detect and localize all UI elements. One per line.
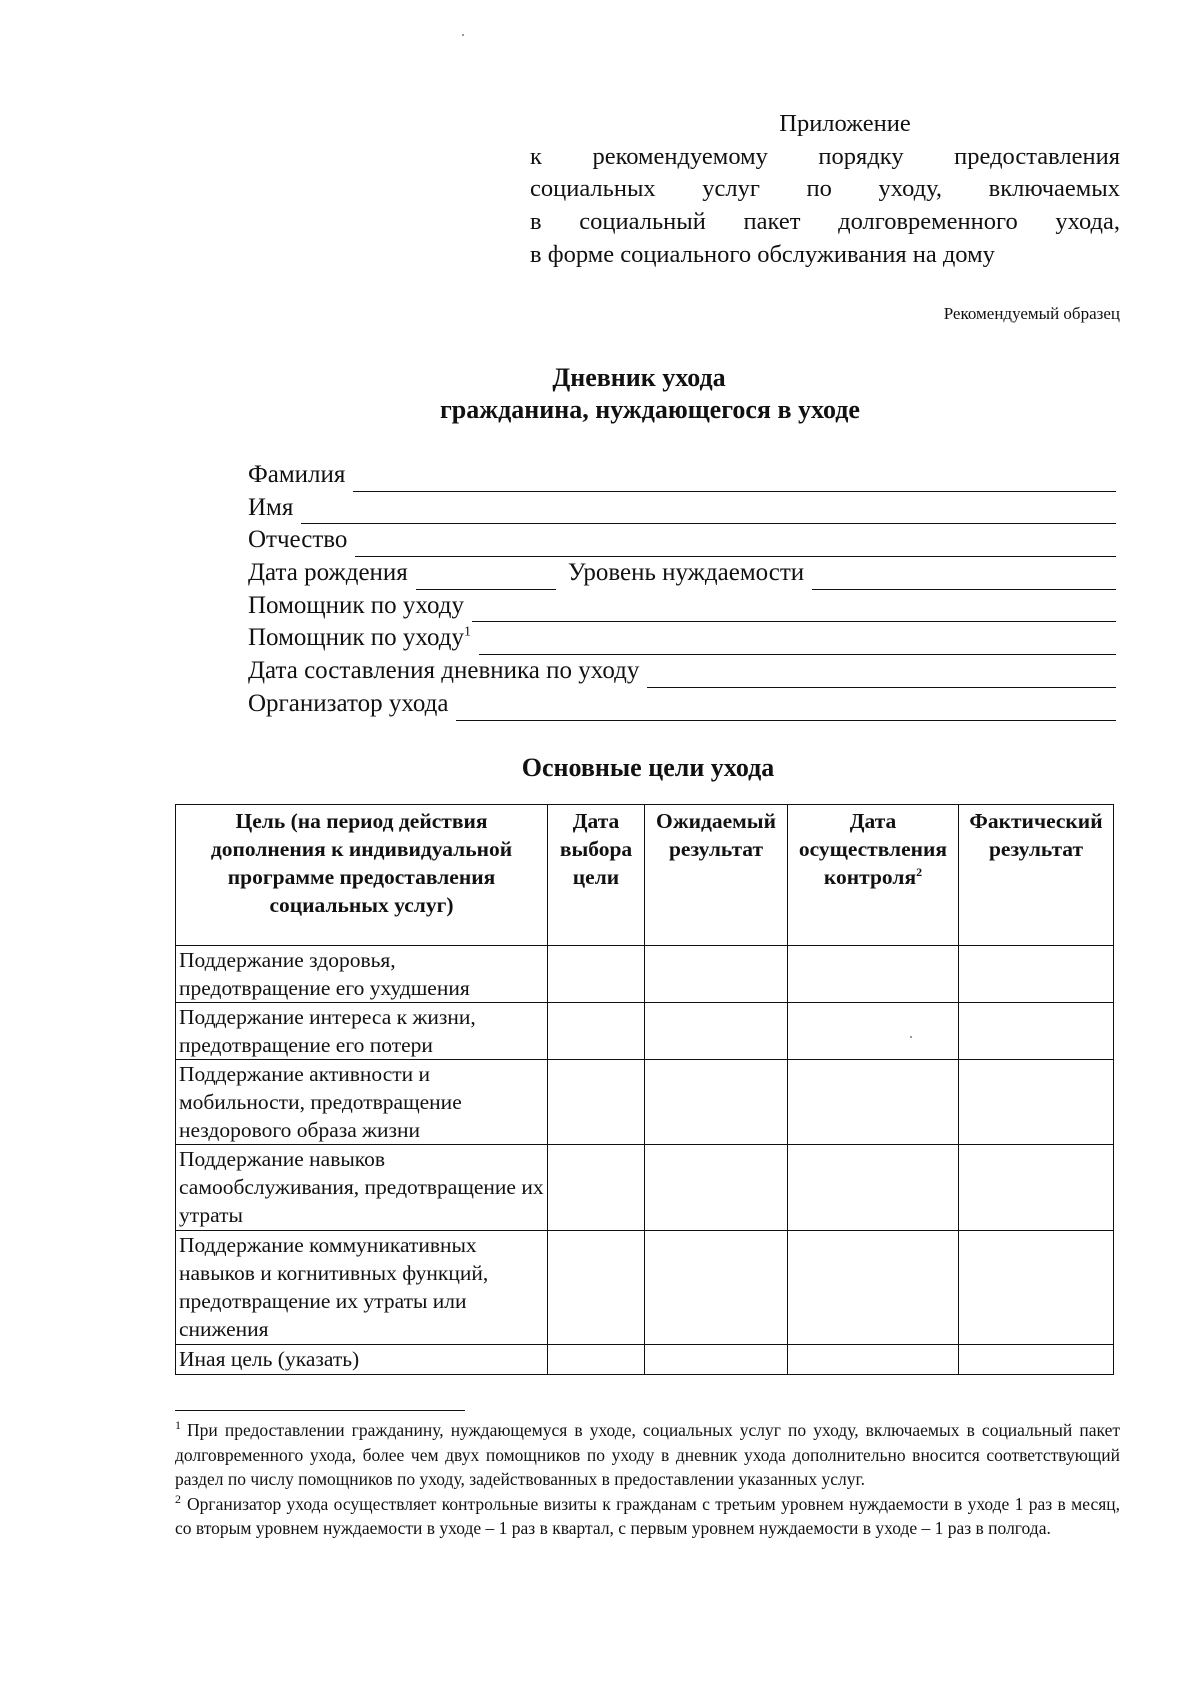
care-assistant-row	[248, 590, 1116, 623]
surname-row	[248, 459, 1116, 492]
scan-speck	[462, 34, 464, 36]
birth-date-row	[248, 557, 1116, 590]
selection-date-cell[interactable]	[548, 1231, 645, 1345]
care-organizer-label: Организатор ухода	[248, 689, 449, 717]
control-date-cell[interactable]	[788, 1345, 959, 1375]
control-date-header	[788, 805, 959, 946]
goal-cell: Иная цель (указать)	[176, 1345, 548, 1375]
expected-result-cell[interactable]	[645, 1231, 788, 1345]
personal-info-form	[248, 459, 1116, 721]
document-title-line2: гражданина, нуждающегося в уходе	[440, 395, 860, 424]
expected-result-cell[interactable]	[645, 1003, 788, 1060]
expected-result-cell[interactable]	[645, 1345, 788, 1375]
document-title	[0, 362, 1200, 426]
actual-result-header: Фактический результат	[959, 805, 1114, 946]
care-assistant-2-row	[248, 622, 1116, 655]
table-row	[176, 1145, 1114, 1231]
care-assistant-2-label	[248, 622, 471, 655]
table-row	[176, 1231, 1114, 1345]
actual-result-cell[interactable]	[959, 1003, 1114, 1060]
actual-result-cell[interactable]	[959, 1345, 1114, 1375]
goal-cell: Поддержание активности и мобильности, предотвращение нездорового образа жизни	[176, 1060, 548, 1145]
goal-cell: Поддержание навыков самообслуживания, предотвращение их утраты	[176, 1145, 548, 1231]
diary-date-label: Дата составления дневника по уходу	[248, 657, 640, 685]
goal-cell: Поддержание интереса к жизни, предотвращение его потери	[176, 1003, 548, 1060]
care-organizer-row	[248, 688, 1116, 721]
table-row	[176, 1060, 1114, 1145]
goal-cell: Поддержание коммуникативных навыков и когнитивных функций, предотвращение их утраты или снижения	[176, 1231, 548, 1345]
care-assistant-field[interactable]	[472, 599, 1116, 622]
care-organizer-field[interactable]	[456, 698, 1116, 721]
sample-label: Рекомендуемый образец	[943, 304, 1120, 323]
footnote-mark: 2	[175, 1491, 181, 1506]
goals-section-title-text: Основные цели ухода	[521, 753, 775, 782]
control-date-cell[interactable]	[788, 1145, 959, 1231]
table-row	[176, 946, 1114, 1003]
document-title-line1: Дневник ухода	[552, 363, 726, 392]
footnote-mark: 1	[175, 1418, 181, 1433]
goals-header-row	[176, 805, 1114, 946]
footnote-text: При предоставлении гражданину, нуждающемуся в уходе, социальных услуг по уходу, включаемых в социальный пакет долговременного ухода, более чем двух помощников по уходу в дневник ухода дополнительно вносится соответствующий раздел по числу помощников по уходу, задействованных в предоставлении указанных услуг.	[175, 1420, 1120, 1489]
footnote-text: Организатор ухода осуществляет контрольные визиты к гражданам с третьим уровнем нуждаемости в уходе 1 раз в месяц, со вторым уровнем нуждаемости в уходе – 1 раз в квартал, с первым уровнем нуждаемости в уходе – 1 раз в полгода.	[175, 1493, 1120, 1538]
surname-field[interactable]	[353, 469, 1116, 492]
control-date-cell[interactable]	[788, 1060, 959, 1145]
footnote-2	[175, 1492, 1120, 1541]
appendix-line: в форме социального обслуживания на дому	[530, 240, 995, 268]
control-date-cell[interactable]	[788, 1003, 959, 1060]
appendix-header	[530, 108, 1120, 272]
name-field[interactable]	[301, 501, 1116, 524]
patronymic-label: Отчество	[248, 526, 348, 554]
actual-result-cell[interactable]	[959, 946, 1114, 1003]
name-row	[248, 492, 1116, 525]
name-label: Имя	[248, 493, 294, 521]
appendix-line: к рекомендуемому порядку предоставления	[530, 142, 1120, 170]
footnote-mark: 2	[916, 864, 923, 879]
need-level-field[interactable]	[812, 567, 1116, 590]
goals-section-title	[0, 753, 1200, 783]
footnote-mark: 1	[463, 625, 471, 641]
patronymic-field[interactable]	[355, 534, 1116, 557]
control-date-header-text: Дата осуществления контроля	[798, 809, 948, 889]
actual-result-cell[interactable]	[959, 1231, 1114, 1345]
appendix-line: социальных услуг по уходу, включаемых	[530, 175, 1120, 203]
expected-result-header: Ожидаемый результат	[645, 805, 788, 946]
actual-result-cell[interactable]	[959, 1060, 1114, 1145]
need-level-label: Уровень нуждаемости	[567, 559, 805, 587]
goals-table	[175, 804, 1114, 1375]
expected-result-cell[interactable]	[645, 1145, 788, 1231]
footnote-divider	[175, 1410, 465, 1411]
selection-date-cell[interactable]	[548, 1145, 645, 1231]
goal-cell: Поддержание здоровья, предотвращение его ухудшения	[176, 946, 548, 1003]
selection-date-cell[interactable]	[548, 946, 645, 1003]
care-assistant-2-field[interactable]	[479, 632, 1116, 655]
expected-result-cell[interactable]	[645, 946, 788, 1003]
appendix-line: в социальный пакет долговременного ухода,	[530, 208, 1120, 236]
patronymic-row	[248, 524, 1116, 557]
birth-date-label: Дата рождения	[248, 559, 408, 587]
care-assistant-2-label-text: Помощник по уходу	[248, 624, 464, 652]
selection-date-header: Дата выбора цели	[548, 805, 645, 946]
appendix-title: Приложение	[779, 110, 911, 137]
actual-result-cell[interactable]	[959, 1145, 1114, 1231]
footnotes	[175, 1418, 1120, 1541]
selection-date-cell[interactable]	[548, 1345, 645, 1375]
expected-result-cell[interactable]	[645, 1060, 788, 1145]
table-row	[176, 1345, 1114, 1375]
table-row	[176, 1003, 1114, 1060]
diary-date-field[interactable]	[647, 665, 1116, 688]
selection-date-cell[interactable]	[548, 1003, 645, 1060]
goal-header: Цель (на период действия дополнения к индивидуальной программе предоставления социальных услуг)	[176, 805, 548, 946]
birth-date-field[interactable]	[416, 567, 556, 590]
footnote-1	[175, 1418, 1120, 1492]
surname-label: Фамилия	[248, 460, 346, 488]
control-date-cell[interactable]	[788, 946, 959, 1003]
selection-date-cell[interactable]	[548, 1060, 645, 1145]
care-assistant-label: Помощник по уходу	[248, 591, 464, 619]
diary-date-row	[248, 655, 1116, 688]
control-date-cell[interactable]	[788, 1231, 959, 1345]
scan-speck	[910, 1036, 912, 1038]
